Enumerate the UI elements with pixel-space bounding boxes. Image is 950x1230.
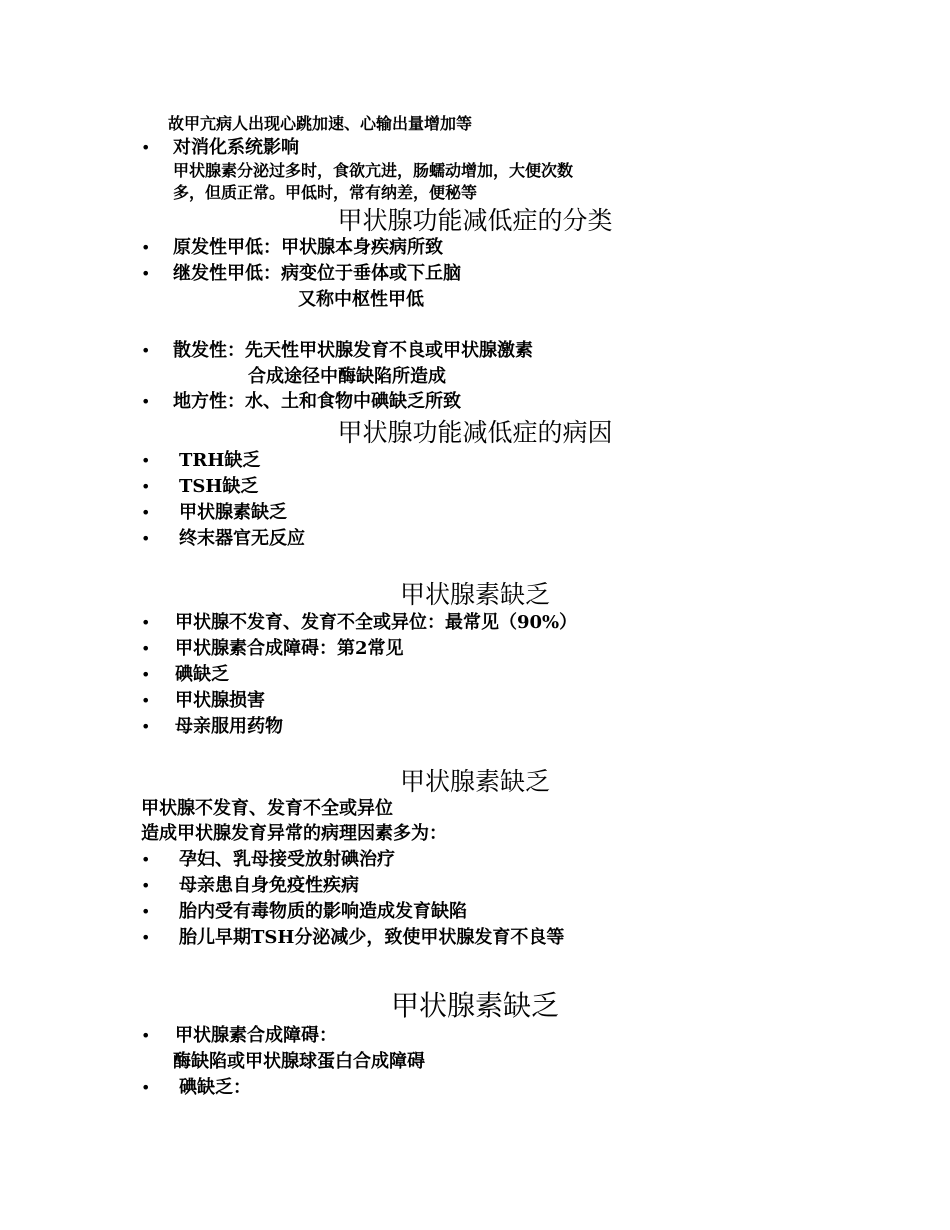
bullet-def1-2: • <box>141 639 151 658</box>
digestive-title: 对消化系统影响 <box>173 137 299 158</box>
deficiency2-item-4: 胎儿早期TSH分泌减少，致使甲状腺发育不良等 <box>179 927 565 948</box>
classification-item-4: 地方性：水、土和食物中碘缺乏所致 <box>173 391 461 412</box>
bullet-def2-4: • <box>141 928 151 947</box>
bullet-def2-2: • <box>141 876 151 895</box>
bullet-class-2: • <box>141 264 151 283</box>
deficiency-heading-1: 甲状腺素缺乏 <box>399 580 550 609</box>
cause-item-1: TRH缺乏 <box>179 450 261 471</box>
bullet-class-3: • <box>141 341 151 360</box>
classification-item-2-cont: 又称中枢性甲低 <box>298 289 424 310</box>
bullet-digestive: • <box>141 138 151 157</box>
classification-heading: 甲状腺功能减低症的分类 <box>337 206 613 235</box>
bullet-class-1: • <box>141 238 151 257</box>
bullet-cause-4: • <box>141 529 151 548</box>
classification-item-2: 继发性甲低：病变位于垂体或下丘脑 <box>173 263 461 284</box>
bullet-def1-1: • <box>141 613 151 632</box>
deficiency-heading-3: 甲状腺素缺乏 <box>390 989 559 1022</box>
bullet-cause-3: • <box>141 503 151 522</box>
bullet-def1-4: • <box>141 691 151 710</box>
cause-item-4: 终末器官无反应 <box>179 528 305 549</box>
deficiency1-item-4: 甲状腺损害 <box>175 690 265 711</box>
digestive-line-1: 甲状腺素分泌过多时，食欲亢进，肠蠕动增加，大便次数 <box>173 161 574 180</box>
classification-item-1: 原发性甲低：甲状腺本身疾病所致 <box>173 237 443 258</box>
deficiency2-item-1: 孕妇、乳母接受放射碘治疗 <box>179 849 395 870</box>
deficiency2-intro-1: 甲状腺不发育、发育不全或异位 <box>141 798 393 819</box>
deficiency3-item-1: 甲状腺素合成障碍： <box>175 1025 337 1046</box>
cause-item-3: 甲状腺素缺乏 <box>179 502 287 523</box>
deficiency2-item-2: 母亲患自身免疫性疾病 <box>179 875 359 896</box>
bullet-def2-1: • <box>141 850 151 869</box>
digestive-line-2: 多，但质正常。甲低时，常有纳差，便秘等 <box>173 183 478 202</box>
deficiency1-item-1: 甲状腺不发育、发育不全或异位：最常见（90%） <box>175 612 578 633</box>
deficiency3-item-2: 碘缺乏： <box>179 1077 251 1098</box>
classification-item-3: 散发性：先天性甲状腺发育不良或甲状腺激素 <box>173 340 533 361</box>
bullet-cause-1: • <box>141 451 151 470</box>
deficiency1-item-2: 甲状腺素合成障碍：第2常见 <box>175 638 404 659</box>
deficiency-heading-2: 甲状腺素缺乏 <box>399 767 550 796</box>
classification-item-3-cont: 合成途径中酶缺陷所造成 <box>248 366 446 387</box>
bullet-def1-3: • <box>141 665 151 684</box>
bullet-class-4: • <box>141 392 151 411</box>
cause-item-2: TSH缺乏 <box>179 476 259 497</box>
deficiency1-item-3: 碘缺乏 <box>175 664 229 685</box>
bullet-def2-3: • <box>141 902 151 921</box>
bullet-def1-5: • <box>141 717 151 736</box>
deficiency2-item-3: 胎内受有毒物质的影响造成发育缺陷 <box>179 901 467 922</box>
causes-heading: 甲状腺功能减低症的病因 <box>337 418 613 447</box>
bullet-cause-2: • <box>141 477 151 496</box>
deficiency3-item-1-cont: 酶缺陷或甲状腺球蛋白合成障碍 <box>173 1051 425 1072</box>
heart-effect-text: 故甲亢病人出现心跳加速、心输出量增加等 <box>168 114 473 133</box>
deficiency1-item-5: 母亲服用药物 <box>175 716 283 737</box>
deficiency2-intro-2: 造成甲状腺发育异常的病理因素多为： <box>141 823 447 844</box>
bullet-def3-2: • <box>141 1078 151 1097</box>
bullet-def3-1: • <box>141 1026 151 1045</box>
